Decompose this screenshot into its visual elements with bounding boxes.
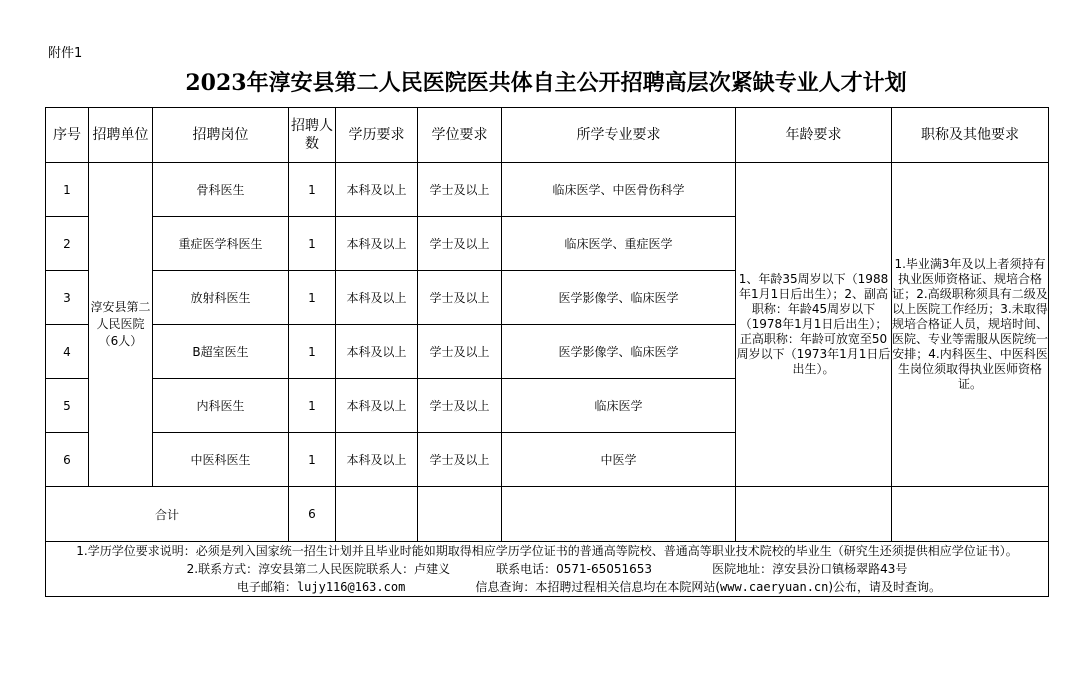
row-edu: 本科及以上 — [336, 217, 418, 271]
website-link[interactable]: www.caeryuan.cn — [720, 580, 829, 594]
row-count: 1 — [289, 217, 336, 271]
phone-label: 联系电话： — [496, 562, 557, 576]
row-post: 内科医生 — [153, 379, 289, 433]
header-post: 招聘岗位 — [153, 108, 289, 163]
total-label: 合计 — [46, 487, 289, 542]
row-no: 4 — [46, 325, 89, 379]
row-no: 1 — [46, 163, 89, 217]
row-degree: 学士及以上 — [418, 325, 502, 379]
row-major: 临床医学 — [502, 379, 736, 433]
other-requirements: 1.毕业满3年及以上者须持有执业医师资格证、规培合格证；2.高级职称须具有二级及以上医院工作经历；3.未取得规培合格证人员，规培时间、医院、专业等需服从医院统一安排；4.内科医生、中医科医生岗位须取得执业医师资格证。 — [892, 163, 1049, 487]
row-edu: 本科及以上 — [336, 325, 418, 379]
header-no: 序号 — [46, 108, 89, 163]
recruiting-unit: 淳安县第二人民医院（6人） — [89, 163, 153, 487]
row-edu: 本科及以上 — [336, 271, 418, 325]
header-edu: 学历要求 — [336, 108, 418, 163]
header-age: 年龄要求 — [736, 108, 892, 163]
hospital-address: 医院地址：淳安县汾口镇杨翠路43号 — [712, 562, 908, 576]
row-edu: 本科及以上 — [336, 433, 418, 487]
total-empty-cell — [336, 487, 418, 542]
notes-row — [46, 542, 1049, 597]
row-no: 3 — [46, 271, 89, 325]
row-post: B超室医生 — [153, 325, 289, 379]
total-empty-cell — [736, 487, 892, 542]
table-row — [46, 163, 1049, 217]
header-unit: 招聘单位 — [89, 108, 153, 163]
row-major: 临床医学、中医骨伤科学 — [502, 163, 736, 217]
recruitment-table — [45, 107, 1049, 597]
note-email-line — [46, 578, 1048, 596]
row-count: 1 — [289, 163, 336, 217]
total-row — [46, 487, 1049, 542]
info-query: 信息查询：本招聘过程相关信息均在本院网站( — [475, 580, 720, 594]
row-major: 医学影像学、临床医学 — [502, 325, 736, 379]
row-major: 医学影像学、临床医学 — [502, 271, 736, 325]
notes-cell — [46, 542, 1049, 597]
header-other: 职称及其他要求 — [892, 108, 1049, 163]
row-edu: 本科及以上 — [336, 379, 418, 433]
row-degree: 学士及以上 — [418, 271, 502, 325]
header-count: 招聘人数 — [289, 108, 336, 163]
total-count: 6 — [289, 487, 336, 542]
header-degree: 学位要求 — [418, 108, 502, 163]
row-no: 6 — [46, 433, 89, 487]
total-empty-cell — [892, 487, 1049, 542]
header-major: 所学专业要求 — [502, 108, 736, 163]
row-degree: 学士及以上 — [418, 379, 502, 433]
page-title: 2023年淳安县第二人民医院医共体自主公开招聘高层次紧缺专业人才计划 — [185, 70, 907, 96]
phone-number: 0571-65051653 — [556, 562, 653, 576]
row-post: 骨科医生 — [153, 163, 289, 217]
row-degree: 学士及以上 — [418, 163, 502, 217]
attachment-label: 附件1 — [48, 46, 83, 61]
row-no: 2 — [46, 217, 89, 271]
age-requirement: 1、年龄35周岁以下（1988年1月1日后出生）；2、副高职称：年龄45周岁以下（1978年1月1日后出生）；正高职称：年龄可放宽至50周岁以下（1973年1月1日后出生）。 — [736, 163, 892, 487]
email-address: lujy116@163.com — [296, 580, 406, 594]
row-count: 1 — [289, 379, 336, 433]
note-education: 1.学历学位要求说明：必须是列入国家统一招生计划并且毕业时能如期取得相应学历学位证书的普通高等院校、普通高等职业技术院校的毕业生（研究生还须提供相应学位证书）。 — [76, 544, 1018, 558]
email-label: 电子邮箱： — [236, 580, 297, 594]
row-post: 重症医学科医生 — [153, 217, 289, 271]
total-empty-cell — [418, 487, 502, 542]
row-degree: 学士及以上 — [418, 433, 502, 487]
note-contact-line — [46, 560, 1048, 578]
row-edu: 本科及以上 — [336, 163, 418, 217]
total-empty-cell — [502, 487, 736, 542]
row-count: 1 — [289, 325, 336, 379]
row-degree: 学士及以上 — [418, 217, 502, 271]
info-query-end: )公布，请及时查询。 — [828, 580, 942, 594]
contact-person: 2.联系方式：淳安县第二人民医院联系人：卢建义 — [186, 562, 451, 576]
header-row — [46, 108, 1049, 163]
row-major: 临床医学、重症医学 — [502, 217, 736, 271]
row-count: 1 — [289, 271, 336, 325]
row-major: 中医学 — [502, 433, 736, 487]
row-post: 放射科医生 — [153, 271, 289, 325]
row-no: 5 — [46, 379, 89, 433]
row-post: 中医科医生 — [153, 433, 289, 487]
row-count: 1 — [289, 433, 336, 487]
